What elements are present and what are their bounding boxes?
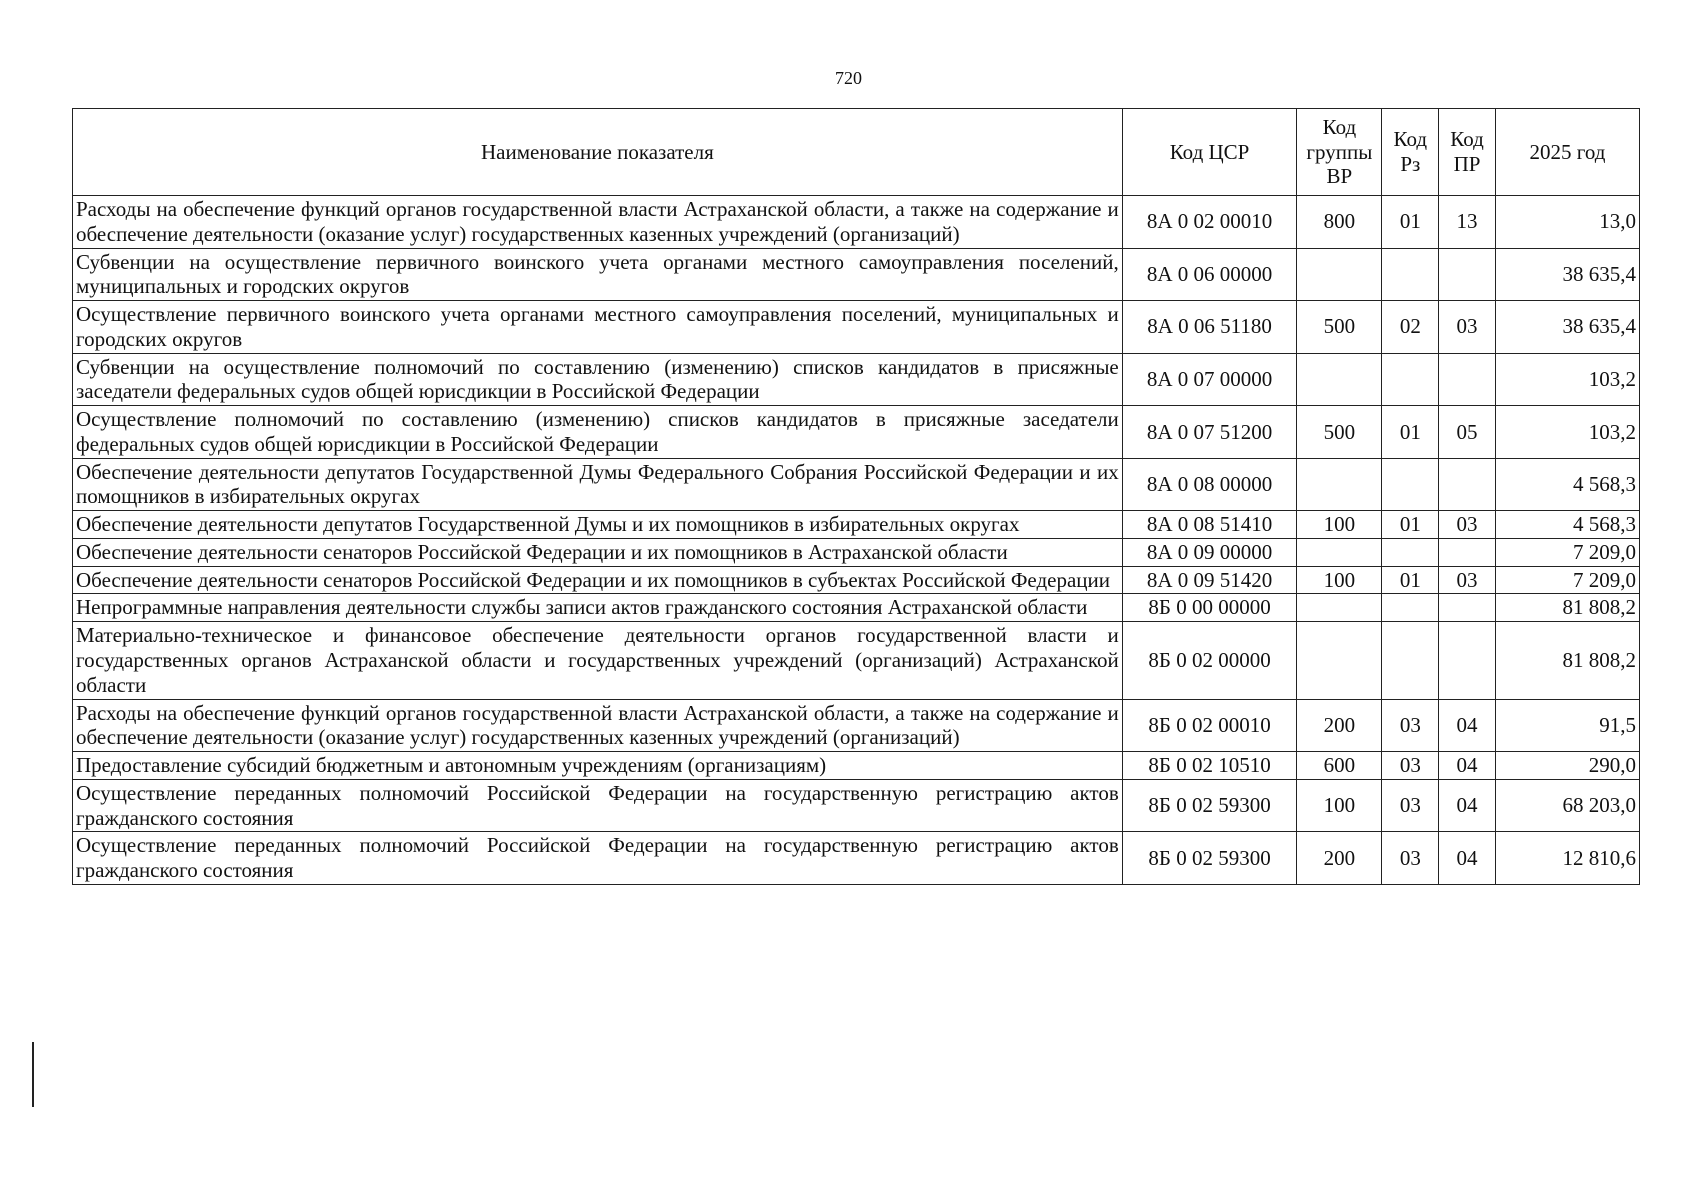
row-pr-cell: 03 <box>1439 511 1496 539</box>
table-row <box>73 406 1640 459</box>
header-csr-code: Код ЦСР <box>1122 109 1297 196</box>
row-vr-cell <box>1297 538 1382 566</box>
row-pr-cell: 05 <box>1439 406 1496 459</box>
row-name-cell: Обеспечение деятельности сенаторов Российской Федерации и их помощников в Астраханской области <box>73 538 1123 566</box>
row-vr-cell <box>1297 594 1382 622</box>
table-row <box>73 752 1640 780</box>
table-row <box>73 353 1640 406</box>
row-vr-cell: 800 <box>1297 196 1382 249</box>
row-pr-cell: 13 <box>1439 196 1496 249</box>
row-amount-cell: 38 635,4 <box>1495 301 1639 354</box>
row-name-cell: Расходы на обеспечение функций органов государственной власти Астраханской области, а также на содержание и обеспечение деятельности (оказание услуг) государственных казенных учреждений (организаций) <box>73 699 1123 752</box>
row-csr-cell: 8Б 0 02 59300 <box>1122 779 1297 832</box>
row-rz-cell <box>1382 594 1439 622</box>
row-rz-cell: 01 <box>1382 406 1439 459</box>
row-pr-cell: 04 <box>1439 752 1496 780</box>
header-pr-code: Код ПР <box>1439 109 1496 196</box>
row-name-cell: Предоставление субсидий бюджетным и автономным учреждениям (организациям) <box>73 752 1123 780</box>
row-amount-cell: 290,0 <box>1495 752 1639 780</box>
row-rz-cell: 03 <box>1382 779 1439 832</box>
row-name-cell: Обеспечение деятельности депутатов Государственной Думы и их помощников в избирательных округах <box>73 511 1123 539</box>
table-row <box>73 832 1640 885</box>
row-csr-cell: 8А 0 07 51200 <box>1122 406 1297 459</box>
row-csr-cell: 8А 0 07 00000 <box>1122 353 1297 406</box>
row-amount-cell: 4 568,3 <box>1495 458 1639 511</box>
row-rz-cell <box>1382 458 1439 511</box>
row-vr-cell: 600 <box>1297 752 1382 780</box>
row-vr-cell: 500 <box>1297 406 1382 459</box>
row-name-cell: Обеспечение деятельности депутатов Государственной Думы Федерального Собрания Российской Федерации и их помощников в избирательных округах <box>73 458 1123 511</box>
table-row <box>73 594 1640 622</box>
table-body <box>73 196 1640 885</box>
row-amount-cell: 7 209,0 <box>1495 566 1639 594</box>
row-vr-cell <box>1297 622 1382 699</box>
row-csr-cell: 8А 0 09 51420 <box>1122 566 1297 594</box>
row-name-cell: Расходы на обеспечение функций органов государственной власти Астраханской области, а также на содержание и обеспечение деятельности (оказание услуг) государственных казенных учреждений (организаций) <box>73 196 1123 249</box>
row-pr-cell: 03 <box>1439 301 1496 354</box>
row-pr-cell <box>1439 248 1496 301</box>
row-amount-cell: 7 209,0 <box>1495 538 1639 566</box>
row-amount-cell: 13,0 <box>1495 196 1639 249</box>
row-amount-cell: 81 808,2 <box>1495 622 1639 699</box>
row-amount-cell: 103,2 <box>1495 353 1639 406</box>
row-amount-cell: 91,5 <box>1495 699 1639 752</box>
table-row <box>73 301 1640 354</box>
row-vr-cell: 100 <box>1297 566 1382 594</box>
row-vr-cell: 100 <box>1297 779 1382 832</box>
row-amount-cell: 68 203,0 <box>1495 779 1639 832</box>
row-rz-cell: 03 <box>1382 832 1439 885</box>
row-rz-cell: 01 <box>1382 196 1439 249</box>
row-name-cell: Осуществление переданных полномочий Российской Федерации на государственную регистрацию актов гражданского состояния <box>73 832 1123 885</box>
row-vr-cell: 200 <box>1297 699 1382 752</box>
row-pr-cell <box>1439 353 1496 406</box>
row-amount-cell: 4 568,3 <box>1495 511 1639 539</box>
page-number: 720 <box>835 68 862 88</box>
header-vr-code: Код группы ВР <box>1297 109 1382 196</box>
table-row <box>73 458 1640 511</box>
row-rz-cell: 01 <box>1382 511 1439 539</box>
row-pr-cell <box>1439 458 1496 511</box>
row-name-cell: Осуществление полномочий по составлению (изменению) списков кандидатов в присяжные заседатели федеральных судов общей юрисдикции в Российской Федерации <box>73 406 1123 459</box>
budget-table <box>72 108 1640 885</box>
row-csr-cell: 8А 0 08 00000 <box>1122 458 1297 511</box>
header-name: Наименование показателя <box>73 109 1123 196</box>
table-row <box>73 699 1640 752</box>
row-amount-cell: 12 810,6 <box>1495 832 1639 885</box>
row-pr-cell: 04 <box>1439 832 1496 885</box>
row-amount-cell: 81 808,2 <box>1495 594 1639 622</box>
row-pr-cell: 04 <box>1439 779 1496 832</box>
row-name-cell: Непрограммные направления деятельности службы записи актов гражданского состояния Астраханской области <box>73 594 1123 622</box>
row-pr-cell <box>1439 594 1496 622</box>
table-row <box>73 566 1640 594</box>
row-csr-cell: 8А 0 06 51180 <box>1122 301 1297 354</box>
row-csr-cell: 8А 0 06 00000 <box>1122 248 1297 301</box>
row-rz-cell: 01 <box>1382 566 1439 594</box>
row-vr-cell: 100 <box>1297 511 1382 539</box>
row-pr-cell <box>1439 622 1496 699</box>
row-csr-cell: 8Б 0 02 59300 <box>1122 832 1297 885</box>
row-name-cell: Материально-техническое и финансовое обеспечение деятельности органов государственной власти и государственных органов Астраханской области и государственных учреждений (организаций) Астраханской области <box>73 622 1123 699</box>
row-rz-cell <box>1382 353 1439 406</box>
row-rz-cell <box>1382 538 1439 566</box>
header-rz-code: Код Рз <box>1382 109 1439 196</box>
table-row <box>73 511 1640 539</box>
row-vr-cell: 200 <box>1297 832 1382 885</box>
table-row <box>73 779 1640 832</box>
row-name-cell: Обеспечение деятельности сенаторов Российской Федерации и их помощников в субъектах Российской Федерации <box>73 566 1123 594</box>
row-pr-cell <box>1439 538 1496 566</box>
row-vr-cell <box>1297 458 1382 511</box>
row-amount-cell: 38 635,4 <box>1495 248 1639 301</box>
table-row <box>73 196 1640 249</box>
row-pr-cell: 04 <box>1439 699 1496 752</box>
header-year: 2025 год <box>1495 109 1639 196</box>
row-rz-cell <box>1382 248 1439 301</box>
table-row <box>73 538 1640 566</box>
row-vr-cell <box>1297 353 1382 406</box>
row-csr-cell: 8Б 0 00 00000 <box>1122 594 1297 622</box>
row-rz-cell: 03 <box>1382 752 1439 780</box>
row-csr-cell: 8А 0 09 00000 <box>1122 538 1297 566</box>
row-vr-cell <box>1297 248 1382 301</box>
row-csr-cell: 8А 0 02 00010 <box>1122 196 1297 249</box>
row-csr-cell: 8Б 0 02 00000 <box>1122 622 1297 699</box>
row-rz-cell <box>1382 622 1439 699</box>
row-rz-cell: 03 <box>1382 699 1439 752</box>
row-amount-cell: 103,2 <box>1495 406 1639 459</box>
table-header-row <box>73 109 1640 196</box>
row-name-cell: Осуществление переданных полномочий Российской Федерации на государственную регистрацию актов гражданского состояния <box>73 779 1123 832</box>
row-csr-cell: 8Б 0 02 10510 <box>1122 752 1297 780</box>
table-row <box>73 622 1640 699</box>
row-name-cell: Субвенции на осуществление первичного воинского учета органами местного самоуправления поселений, муниципальных и городских округов <box>73 248 1123 301</box>
row-csr-cell: 8А 0 08 51410 <box>1122 511 1297 539</box>
row-vr-cell: 500 <box>1297 301 1382 354</box>
table-row <box>73 248 1640 301</box>
row-pr-cell: 03 <box>1439 566 1496 594</box>
margin-line <box>32 1042 34 1107</box>
row-name-cell: Осуществление первичного воинского учета органами местного самоуправления поселений, муниципальных и городских округов <box>73 301 1123 354</box>
row-csr-cell: 8Б 0 02 00010 <box>1122 699 1297 752</box>
row-rz-cell: 02 <box>1382 301 1439 354</box>
row-name-cell: Субвенции на осуществление полномочий по составлению (изменению) списков кандидатов в присяжные заседатели федеральных судов общей юрисдикции в Российской Федерации <box>73 353 1123 406</box>
